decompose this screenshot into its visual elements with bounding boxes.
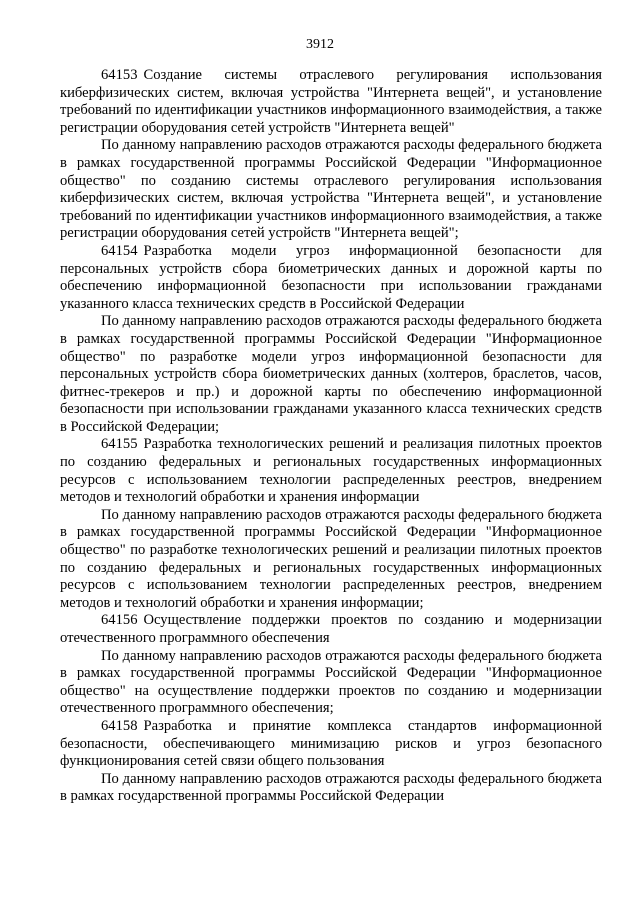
paragraph [60,243,602,313]
paragraph-text: Разработка технологических решений и реализация пилотных проектов по созданию федеральных и региональных государственных информационных ресурсов с использованием технологии распределенных реестров, внедрением методов и технологий обработки и хранения информации [60,436,602,506]
document-body [60,67,602,806]
paragraph [60,436,602,506]
paragraph [60,67,602,137]
paragraph [60,718,602,771]
paragraph-text: Осуществление поддержки проектов по созданию и модернизации отечественного программного обеспечения [60,612,602,646]
paragraph-text: По данному направлению расходов отражаются расходы федерального бюджета в рамках государственной программы Российской Федерации [60,770,602,805]
paragraph-text: По данному направлению расходов отражаются расходы федерального бюджета в рамках государственной программы Российской Федерации "Информационное общество" по созданию системы отраслевого регулирования использования киберфизических систем, включая устройства "Интернета вещей", и установление требований по идентификации участников информационного взаимодействия, а также регистрации оборудования сетей устройств "Интернета вещей"; [60,137,602,242]
expense-code: 64153 [101,67,138,83]
expense-code: 64156 [101,612,138,629]
paragraph [60,771,602,806]
expense-code: 64154 [101,242,138,259]
paragraph-text: Разработка и принятие комплекса стандартов информационной безопасности, обеспечивающего минимизацию рисков и угроз безопасного функционирования сетей связи общего пользования [60,717,602,770]
paragraph [60,313,602,436]
paragraph-text: Разработка модели угроз информационной безопасности для персональных устройств сбора биометрических данных и дорожной карты по обеспечению информационной безопасности при использовании гражданами указанного класса технических средств в Российской Федерации [60,242,602,312]
page-number: 3912 [306,37,334,52]
paragraph-text: Создание системы отраслевого регулирования использования киберфизических систем, включая устройства "Интернета вещей", и установление требований по идентификации участников информационного взаимодействия, а также регистрации оборудования сетей устройств "Интернета вещей" [60,67,602,136]
paragraph [60,507,602,613]
paragraph-text: По данному направлению расходов отражаются расходы федерального бюджета в рамках государственной программы Российской Федерации "Информационное общество" на осуществление поддержки проектов по созданию и модернизации отечественного программного обеспечения; [60,647,602,717]
paragraph-text: По данному направлению расходов отражаются расходы федерального бюджета в рамках государственной программы Российской Федерации "Информационное общество" по разработке модели угроз информационной безопасности для персональных устройств сбора биометрических данных (холтеров, браслетов, часов, фитнес-трекеров и пр.) и дорожной карты по обеспечению информационной безопасности при использовании гражданами указанного класса технических средств в Российской Федерации; [60,313,602,435]
paragraph-text: По данному направлению расходов отражаются расходы федерального бюджета в рамках государственной программы Российской Федерации "Информационное общество" по разработке технологических решений и реализации пилотных проектов по созданию федеральных и региональных государственных информационных ресурсов с использованием технологии распределенных реестров, внедрением методов и технологий обработки и хранения информации; [60,506,602,611]
paragraph [60,137,602,243]
paragraph [60,648,602,718]
expense-code: 64158 [101,717,138,734]
paragraph [60,612,602,647]
expense-code: 64155 [101,436,138,453]
